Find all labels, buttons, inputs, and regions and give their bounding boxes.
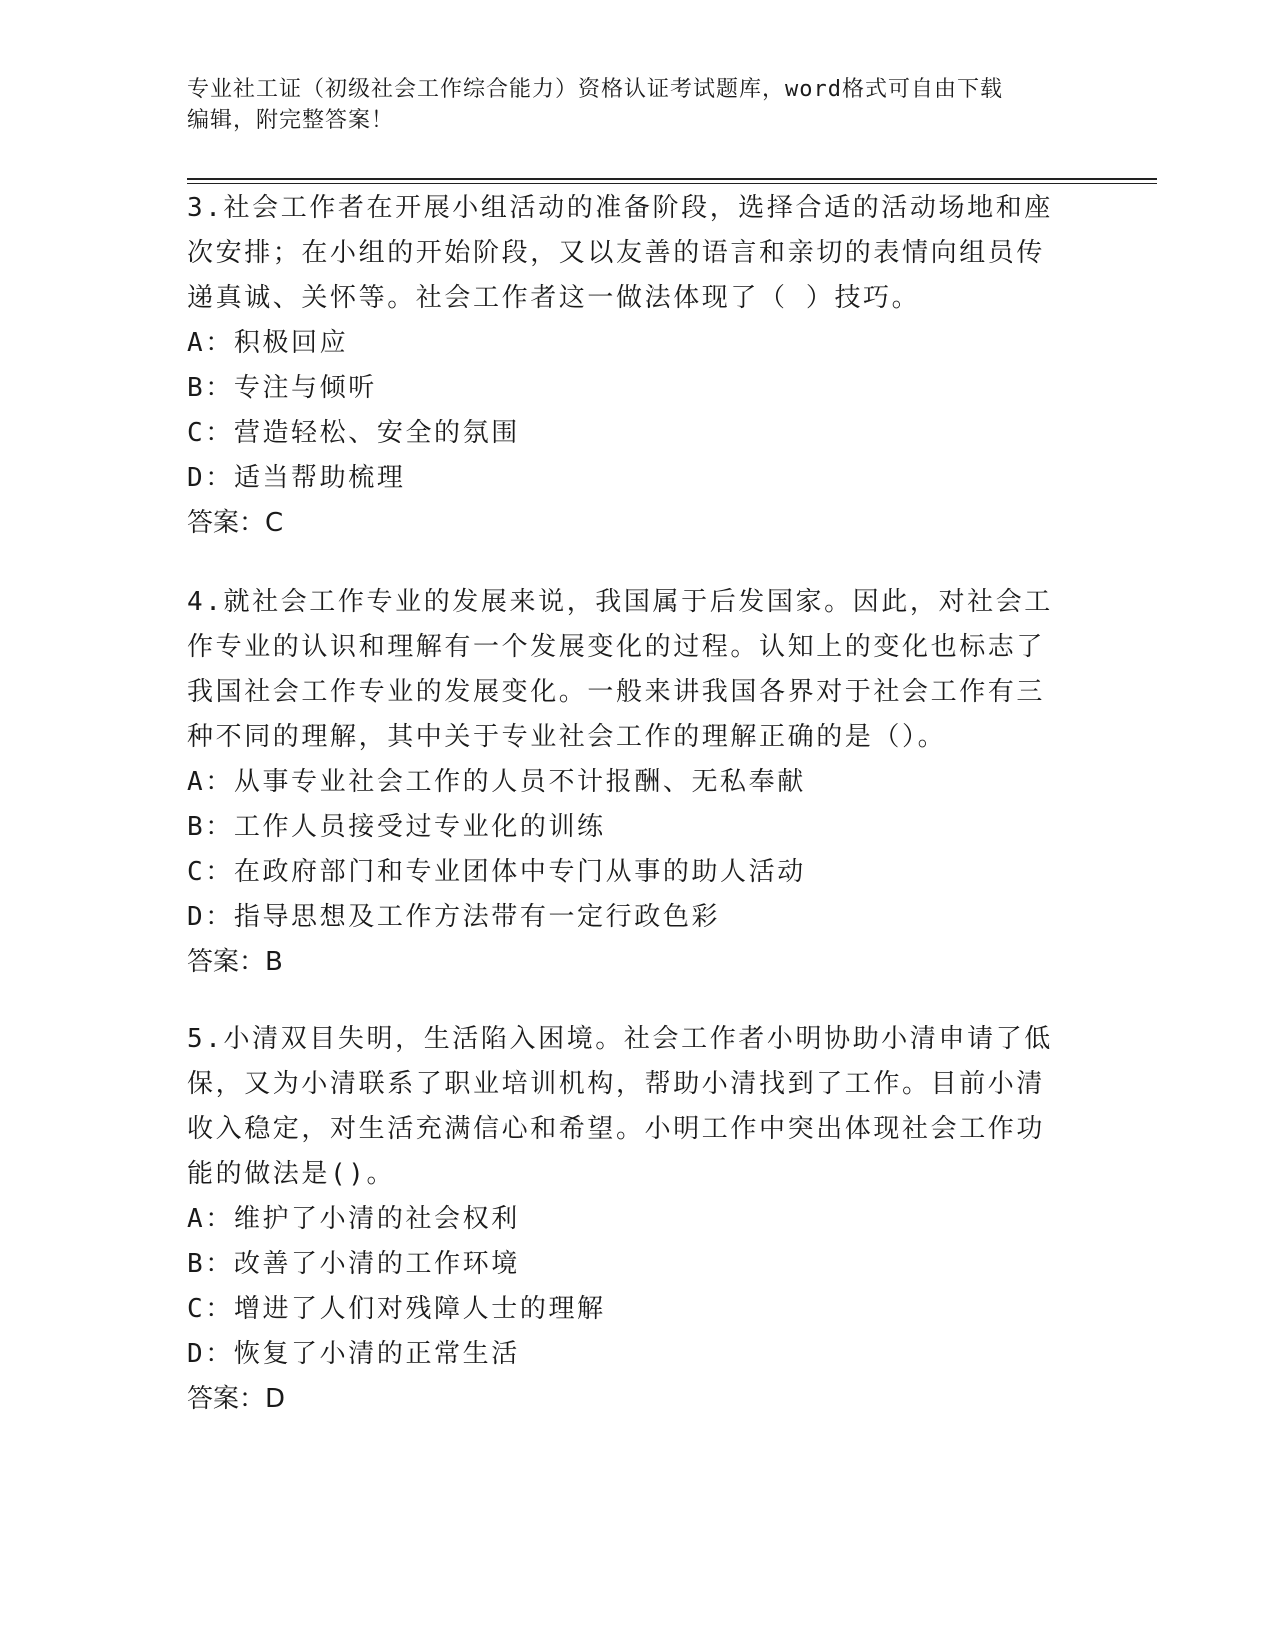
question-stem: 4.就社会工作专业的发展来说，我国属于后发国家。因此，对社会工作专业的认识和理解有一个发展变化的过程。认知上的变化也标志了我国社会工作专业的发展变化。一般来讲我国各界对于社会工作有三种不同的理解，其中关于专业社会工作的理解正确的是（）。 (187, 587, 1053, 752)
question-stem: 3.社会工作者在开展小组活动的准备阶段，选择合适的活动场地和座次安排；在小组的开始阶段，又以友善的语言和亲切的表情向组员传递真诚、关怀等。社会工作者这一做法体现了（ ）技巧。 (187, 193, 1053, 313)
question-5 (187, 1017, 1067, 1422)
option-c: C：营造轻松、安全的氛围 (187, 418, 520, 448)
header-divider-thin (187, 183, 1157, 184)
option-b: B：工作人员接受过专业化的训练 (187, 812, 606, 842)
option-d: D：指导思想及工作方法带有一定行政色彩 (187, 902, 721, 932)
option-c: C：在政府部门和专业团体中专门从事的助人活动 (187, 857, 806, 887)
document-header (187, 74, 1067, 136)
header-line-1: 专业社工证（初级社会工作综合能力）资格认证考试题库，word格式可自由下载 (187, 77, 1003, 102)
answer-label: 答案：B (187, 947, 283, 977)
option-a: A：从事专业社会工作的人员不计报酬、无私奉献 (187, 767, 806, 797)
question-stem: 5.小清双目失明，生活陷入困境。社会工作者小明协助小清申请了低保，又为小清联系了职业培训机构，帮助小清找到了工作。目前小清收入稳定，对生活充满信心和希望。小明工作中突出体现社会工作功能的做法是()。 (187, 1024, 1053, 1189)
answer-label: 答案：D (187, 1384, 286, 1414)
option-d: D：恢复了小清的正常生活 (187, 1339, 520, 1369)
option-d: D：适当帮助梳理 (187, 463, 406, 493)
header-line-2: 编辑，附完整答案！ (187, 108, 395, 133)
question-3 (187, 186, 1067, 546)
header-divider-thick (187, 178, 1157, 180)
question-4 (187, 580, 1067, 985)
option-a: A：积极回应 (187, 328, 349, 358)
option-a: A：维护了小清的社会权利 (187, 1204, 520, 1234)
option-c: C：增进了人们对残障人士的理解 (187, 1294, 606, 1324)
option-b: B：专注与倾听 (187, 373, 377, 403)
answer-label: 答案：C (187, 508, 284, 538)
option-b: B：改善了小清的工作环境 (187, 1249, 520, 1279)
